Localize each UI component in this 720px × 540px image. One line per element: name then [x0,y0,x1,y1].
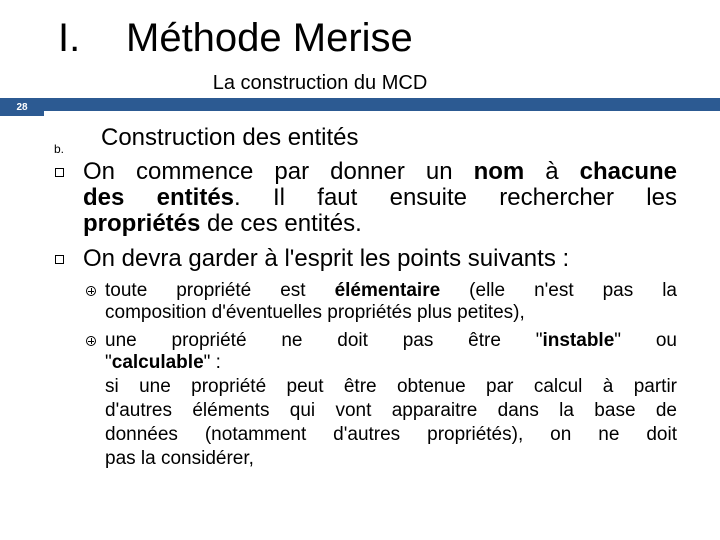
square-bullet-icon [55,168,64,177]
text-run: si une propriété peut être obtenue par calcul à partir [105,376,677,397]
slide-number: 28 [0,100,44,116]
slide-title: Méthode Merise [126,16,413,60]
text-run: (elle n'est pas la [440,280,677,301]
sub-bullet-line [105,400,677,422]
text-run: On devra garder à l'esprit les points suivants : [83,245,570,272]
sub-bullet-line [105,302,677,324]
text-run: à [524,158,580,185]
sub-bullet-line [105,280,677,302]
section-marker: b. [54,142,65,156]
bullet-line [83,185,677,211]
bullet-line [83,159,677,185]
text-run: " [105,352,112,373]
bold-run: propriétés [83,210,201,237]
bold-run: calculable [111,352,204,373]
bullet-line [83,211,677,237]
sub-bullet-line [105,448,677,470]
circle-plus-bullet-icon [86,286,96,296]
section-heading: Construction des entités [101,124,359,151]
text-run: On commence par donner un [83,158,474,185]
text-run: d'autres éléments qui vont apparaitre dans la base de [105,400,677,421]
text-run: toute propriété est [105,280,335,301]
bullet-line [83,246,677,272]
text-run: de ces entités. [200,210,362,237]
sub-bullet-line [105,424,677,446]
sub-bullet-line [105,376,677,398]
slide-subtitle: La construction du MCD [212,72,428,94]
text-run: données (notamment d'autres propriétés), on ne doit [105,424,677,445]
text-run: . Il faut ensuite rechercher les [234,184,677,211]
square-bullet-icon [55,255,64,264]
text-run: " : [203,352,221,373]
text-run: " ou [614,330,677,351]
text-run: une propriété ne doit pas être " [105,330,543,351]
bold-run: chacune [579,158,678,185]
bold-run: des entités [83,184,235,211]
bold-run: instable [542,330,615,351]
bold-run: nom [473,158,525,185]
text-run: pas la considérer, [105,448,254,469]
text-run: composition d'éventuelles propriétés plus petites), [105,302,525,323]
sub-bullet-line [105,352,677,374]
circle-plus-bullet-icon [86,336,96,346]
bold-run: élémentaire [334,280,441,301]
title-number: I. [58,16,81,60]
sub-bullet-line [105,330,677,352]
